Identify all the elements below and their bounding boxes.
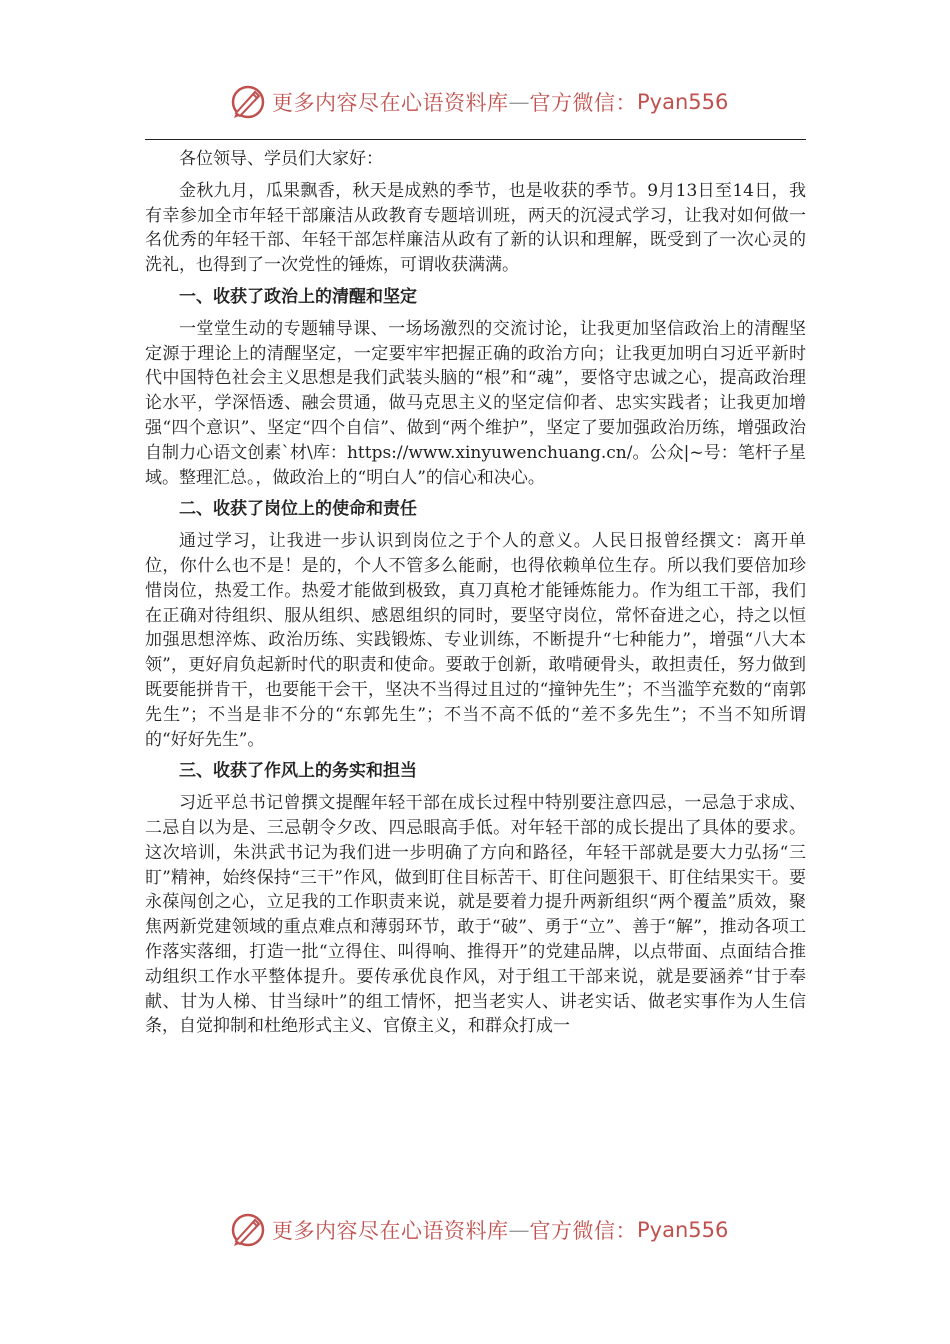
section-body-3: 习近平总书记曾撰文提醒年轻干部在成长过程中特别要注意四忌，一忌急于求成、二忌自以为是、三忌朝令夕改、四忌眼高手低。对年轻干部的成长提出了具体的要求。这次培训，朱洪武书记为我们进一步明确了方向和路径，年轻干部就是要大力弘扬“三盯”精神，始终保持“三干”作风，做到盯住目标苦干、盯住问题狠干、盯住结果实干。要永葆闯创之心，立足我的工作职责来说，就是要着力提升两新组织“两个覆盖”质效，聚焦两新党建领域的重点难点和薄弱环节，敢于“破”、勇于“立”、善于“解”，推动各项工作落实落细，打造一批“立得住、叫得响、推得开”的党建品牌，以点带面、点面结合推动组织工作水平整体提升。要传承优良作风，对于组工干部来说，就是要涵养“甘于奉献、甘为人梯、甘当绿叶”的组工情怀，把当老实人、讲老实话、做老实事作为人生信条，自觉抑制和杜绝形式主义、官僚主义，和群众打成一 [145, 793, 806, 1037]
intro-paragraph: 金秋九月，瓜果飘香，秋天是成熟的季节，也是收获的季节。9月13日至14日，我有幸参加全市年轻干部廉洁从政教育专题培训班，两天的沉浸式学习，让我对如何做一名优秀的年轻干部、年轻干部怎样廉洁从政有了新的认识和理解，既受到了一次心灵的洗礼，也得到了一次党性的锤炼，可谓收获满满。 [145, 180, 806, 276]
section-heading-3: 三、收获了作风上的务实和担当 [179, 761, 417, 782]
banner-wechat-id: Pyan556 [637, 1218, 729, 1242]
section-heading-2: 二、收获了岗位上的使命和责任 [179, 499, 417, 520]
banner-wechat-id: Pyan556 [637, 90, 729, 114]
pen-logo-icon [228, 1210, 268, 1250]
greeting: 各位领导、学员们大家好： [179, 149, 383, 169]
banner-slogan: 更多内容尽在心语资料库 [272, 91, 509, 115]
banner-separator: — [508, 90, 530, 114]
footer-banner [228, 1210, 728, 1250]
section-body-2: 通过学习，让我进一步认识到岗位之于个人的意义。人民日报曾经撰文：离开单位，你什么也不是！是的，个人不管多么能耐，也得依赖单位生存。所以我们要倍加珍惜岗位，热爱工作。热爱才能做到极致，真刀真枪才能锤炼能力。作为组工干部，我们在正确对待组织、服从组织、感恩组织的同时，要坚守岗位，常怀奋进之心，持之以恒加强思想淬炼、政治历练、实践锻炼、专业训练，不断提升“七种能力”，增强“八大本领”，更好肩负起新时代的职责和使命。要敢于创新，敢啃硬骨头，敢担责任，努力做到既要能拼肯干，也要能干会干，坚决不当得过且过的“撞钟先生”；不当滥竽充数的“南郭先生”；不当是非不分的“东郭先生”；不当不高不低的“差不多先生”；不当不知所谓的“好好先生”。 [145, 531, 806, 750]
banner-slogan: 更多内容尽在心语资料库 [272, 1219, 509, 1243]
banner-wechat-label: 官方微信： [529, 1219, 637, 1243]
section-heading-1: 一、收获了政治上的清醒和坚定 [179, 286, 417, 307]
banner-wechat-label: 官方微信： [529, 91, 637, 115]
section-body-1: 一堂堂生动的专题辅导课、一场场激烈的交流讨论，让我更加坚信政治上的清醒坚定源于理论上的清醒坚定，一定要牢牢把握正确的政治方向；让我更加明白习近平新时代中国特色社会主义思想是我们武装头脑的“根”和“魂”，要恪守忠诚之心，提高政治理论水平，学深悟透、融会贯通，做马克思主义的坚定信仰者、忠实实践者；让我更加增强“四个意识”、坚定“四个自信”、做到“两个维护”，坚定了要加强政治历练，增强政治自制力心语文创素`材\库：https://www.xinyuwenchuang.cn/。公众|~号：笔杆子星域。整理汇总。，做政治上的“明白人”的信心和决心。 [145, 318, 806, 488]
header-divider [145, 139, 806, 140]
pen-logo-icon [228, 82, 268, 122]
header-banner [228, 82, 728, 122]
document-body [145, 147, 806, 1046]
banner-separator: — [508, 1218, 530, 1242]
